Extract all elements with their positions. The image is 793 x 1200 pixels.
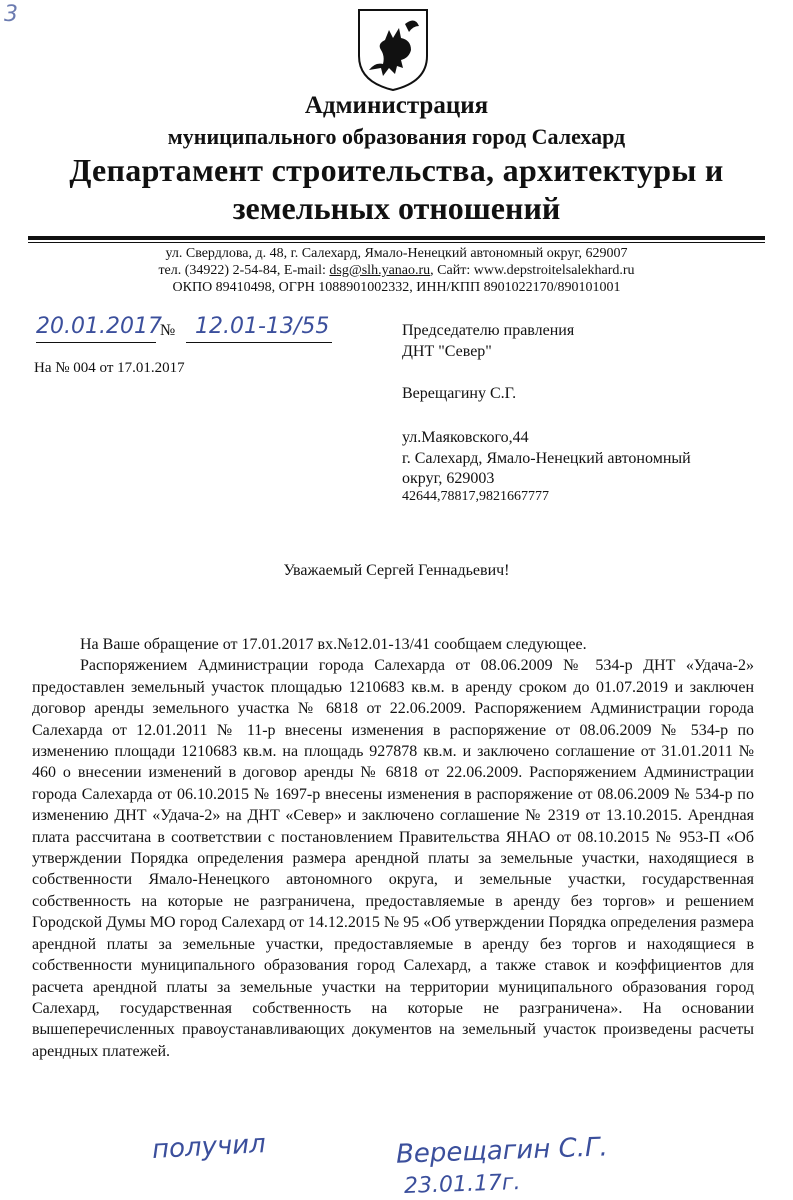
handwritten-signature-name: Верещагин С.Г. <box>395 1132 609 1170</box>
body-paragraph-2: Распоряжением Администрации города Салехарда от 08.06.2009 № 534-р ДНТ «Удача-2» предоставлен земельный участок площадью 1210683 кв.м. в аренду сроком до 01.07.2019 и заключен договор аренды земельного участка № 6818 от 22.06.2009. Распоряжением Администрации города Салехарда от 12.01.2011 № 11-р внесены изменения в распоряжение от 08.06.2009 № 534-р по изменению площади 1210683 кв.м. на площадь 927878 кв.м. и заключено соглашение от 31.01.2011 № 460 о внесении изменений в договор аренды № 6818 от 22.06.2009. Распоряжением Администрации города Салехарда от 06.10.2015 № 1697-р внесены изменения в распоряжение от 08.06.2009 № 534-р по изменению ДНТ «Удача-2» на ДНТ «Север» и заключено соглашение № 2319 от 13.10.2015. Арендная плата рассчитана в соответствии с постановлением Правительства ЯНАО от 08.10.2015 № 953-П «Об утверждении Порядка определения размера арендной платы за земельные участки, находящиеся в собственности Ямало-Ненецкого автономного округа, и земельные участки, государственная собственность на которые не разграничена, предоставляемые в аренду без торгов» и решением Городской Думы МО город Салехард от 14.12.2015 № 95 «Об утверждении Порядка определения размера арендной платы за земельные участки, предоставляемые в аренду без торгов и находящиеся в собственности муниципального образования город Салехард, а также ставок и коэффициентов для расчета арендной платы за земельные участки на территории муниципального образования город Салехард, государственная собственность на которые не разграничена». На основании вышеперечисленных правоустанавливающих документов на земельный участок произведены расчеты арендных платежей. <box>32 657 754 1060</box>
letterhead-divider-thin <box>28 242 765 243</box>
date-underline <box>36 342 156 343</box>
handwritten-receipt-date: 23.01.17г. <box>403 1169 521 1200</box>
letterhead-contacts <box>0 262 793 279</box>
email-link[interactable]: dsg@slh.yanao.ru <box>329 263 431 278</box>
letterhead-divider-thick <box>28 236 765 240</box>
recipient-city: г. Салехард, Ямало-Ненецкий автономный <box>402 450 691 467</box>
recipient-title-1: Председателю правления <box>402 322 575 339</box>
letterhead-line-2: муниципального образования город Салехард <box>167 124 626 149</box>
letterhead-address: ул. Свердлова, д. 48, г. Салехард, Ямало-Ненецкий автономный округ, 629007 <box>165 246 628 261</box>
body-paragraph-1: На Ваше обращение от 17.01.2017 вх.№12.01-13/41 сообщаем следующее. <box>80 636 587 653</box>
number-underline <box>186 342 332 343</box>
registration-number-label: № <box>160 322 176 339</box>
registration-date: 20.01.2017 <box>36 314 162 339</box>
letter-body <box>32 634 754 1062</box>
in-reply-to: На № 004 от 17.01.2017 <box>34 360 185 376</box>
salutation: Уважаемый Сергей Геннадьевич! <box>283 562 510 579</box>
handwritten-received-note: получил <box>151 1129 267 1165</box>
page-number-mark: 3 <box>4 2 18 27</box>
recipient-street: ул.Маяковского,44 <box>402 429 529 446</box>
fox-coat-of-arms-icon <box>355 6 431 92</box>
letterhead-codes: ОКПО 89410498, ОГРН 1088901002332, ИНН/КПП 8901022170/890101001 <box>172 280 621 295</box>
letterhead-line-3: Департамент строительства, архитектуры и <box>69 152 724 188</box>
phone-text: тел. (34922) 2-54-84, E-mail: <box>158 263 330 278</box>
registration-number: 12.01-13/55 <box>195 314 330 339</box>
recipient-phones: 42644,78817,9821667777 <box>402 489 549 504</box>
site-text: , Сайт: www.depstroitelsalekhard.ru <box>430 263 635 278</box>
recipient-title-2: ДНТ "Север" <box>402 343 492 360</box>
recipient-name: Верещагину С.Г. <box>402 385 517 402</box>
recipient-region: округ, 629003 <box>402 470 495 487</box>
letterhead-line-1: Администрация <box>304 92 489 119</box>
letterhead-line-4: земельных отношений <box>232 190 561 226</box>
